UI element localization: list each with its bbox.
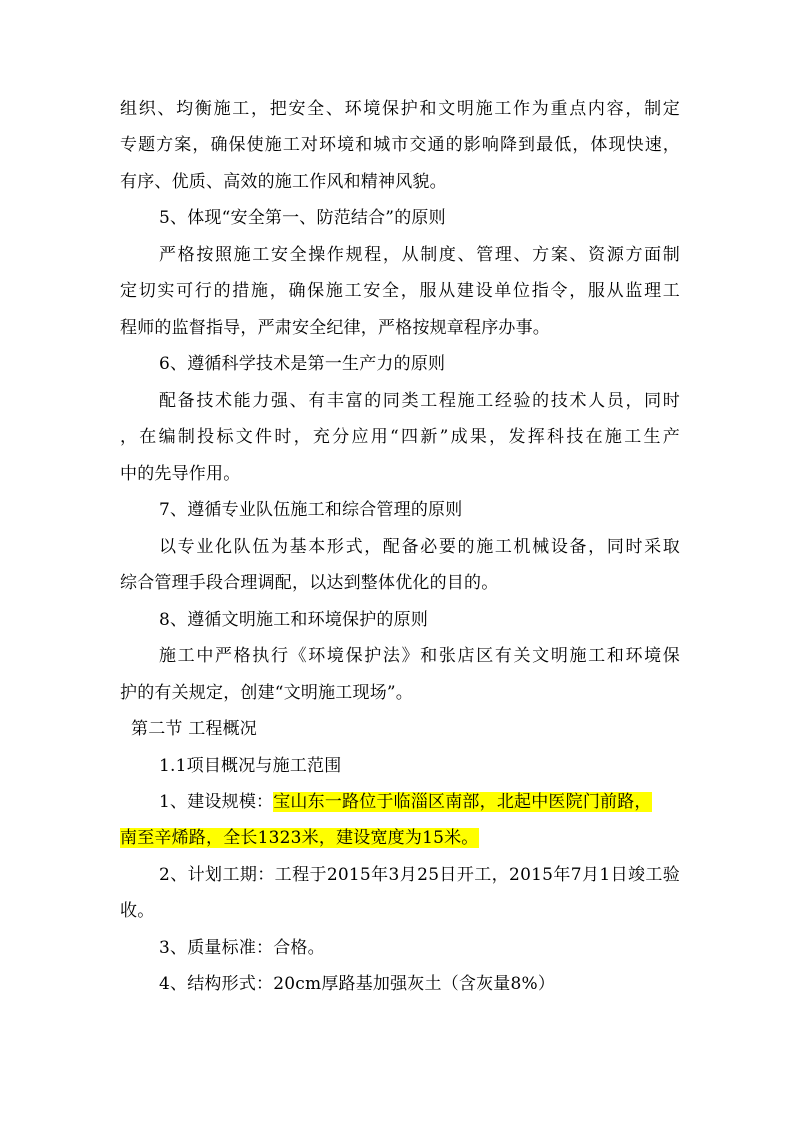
highlighted-text: 南至辛烯路，全长1323米，建设宽度为15米。 — [120, 828, 479, 848]
principle-heading-7: 7、遵循专业队伍施工和综合管理的原则 — [159, 500, 463, 520]
item-construction-scale — [159, 790, 680, 814]
item-label: 1、建设规模： — [159, 792, 274, 812]
paragraph-line: ，在编制投标文件时，充分应用“四新”成果，发挥科技在施工生产 — [120, 427, 680, 447]
paragraph-line: 程师的监督指导，严肃安全纪律，严格按规章程序办事。 — [120, 318, 550, 338]
principle-heading-8: 8、遵循文明施工和环境保护的原则 — [159, 610, 429, 630]
paragraph-line: 有序、优质、高效的施工作风和精神风貌。 — [120, 172, 447, 192]
paragraph-line: 专题方案，确保使施工对环境和城市交通的影响降到最低，体现快速， — [120, 135, 680, 155]
item-construction-scale-cont — [120, 826, 680, 850]
subsection-heading: 1.1项目概况与施工范围 — [159, 756, 342, 776]
section-heading: 第二节 工程概况 — [131, 719, 258, 739]
principle-heading-5: 5、体现“安全第一、防范结合”的原则 — [159, 208, 446, 228]
highlighted-text: 宝山东一路位于临淄区南部，北起中医院门前路， — [273, 792, 652, 812]
paragraph-line: 护的有关规定，创建“文明施工现场”。 — [120, 683, 413, 703]
item-schedule-cont: 收。 — [120, 901, 155, 921]
paragraph-line: 以专业化队伍为基本形式，配备必要的施工机械设备，同时采取 — [159, 537, 680, 557]
paragraph-line: 施工中严格执行《环境保护法》和张店区有关文明施工和环境保 — [159, 646, 680, 666]
principle-heading-6: 6、遵循科学技术是第一生产力的原则 — [159, 354, 446, 374]
item-quality-standard: 3、质量标准：合格。 — [159, 938, 325, 958]
item-structure-form: 4、结构形式：20cm厚路基加强灰土（含灰量8%） — [159, 974, 556, 994]
item-schedule: 2、计划工期：工程于2015年3月25日开工，2015年7月1日竣工验 — [159, 865, 680, 885]
paragraph-line: 组织、均衡施工，把安全、环境保护和文明施工作为重点内容，制定 — [120, 99, 680, 119]
paragraph-line: 中的先导作用。 — [120, 464, 241, 484]
paragraph-line: 严格按照施工安全操作规程，从制度、管理、方案、资源方面制 — [159, 245, 680, 265]
paragraph-line: 综合管理手段合理调配，以达到整体优化的目的。 — [120, 573, 499, 593]
paragraph-line: 定切实可行的措施，确保施工安全，服从建设单位指令，服从监理工 — [120, 281, 680, 301]
paragraph-line: 配备技术能力强、有丰富的同类工程施工经验的技术人员，同时 — [159, 391, 680, 411]
